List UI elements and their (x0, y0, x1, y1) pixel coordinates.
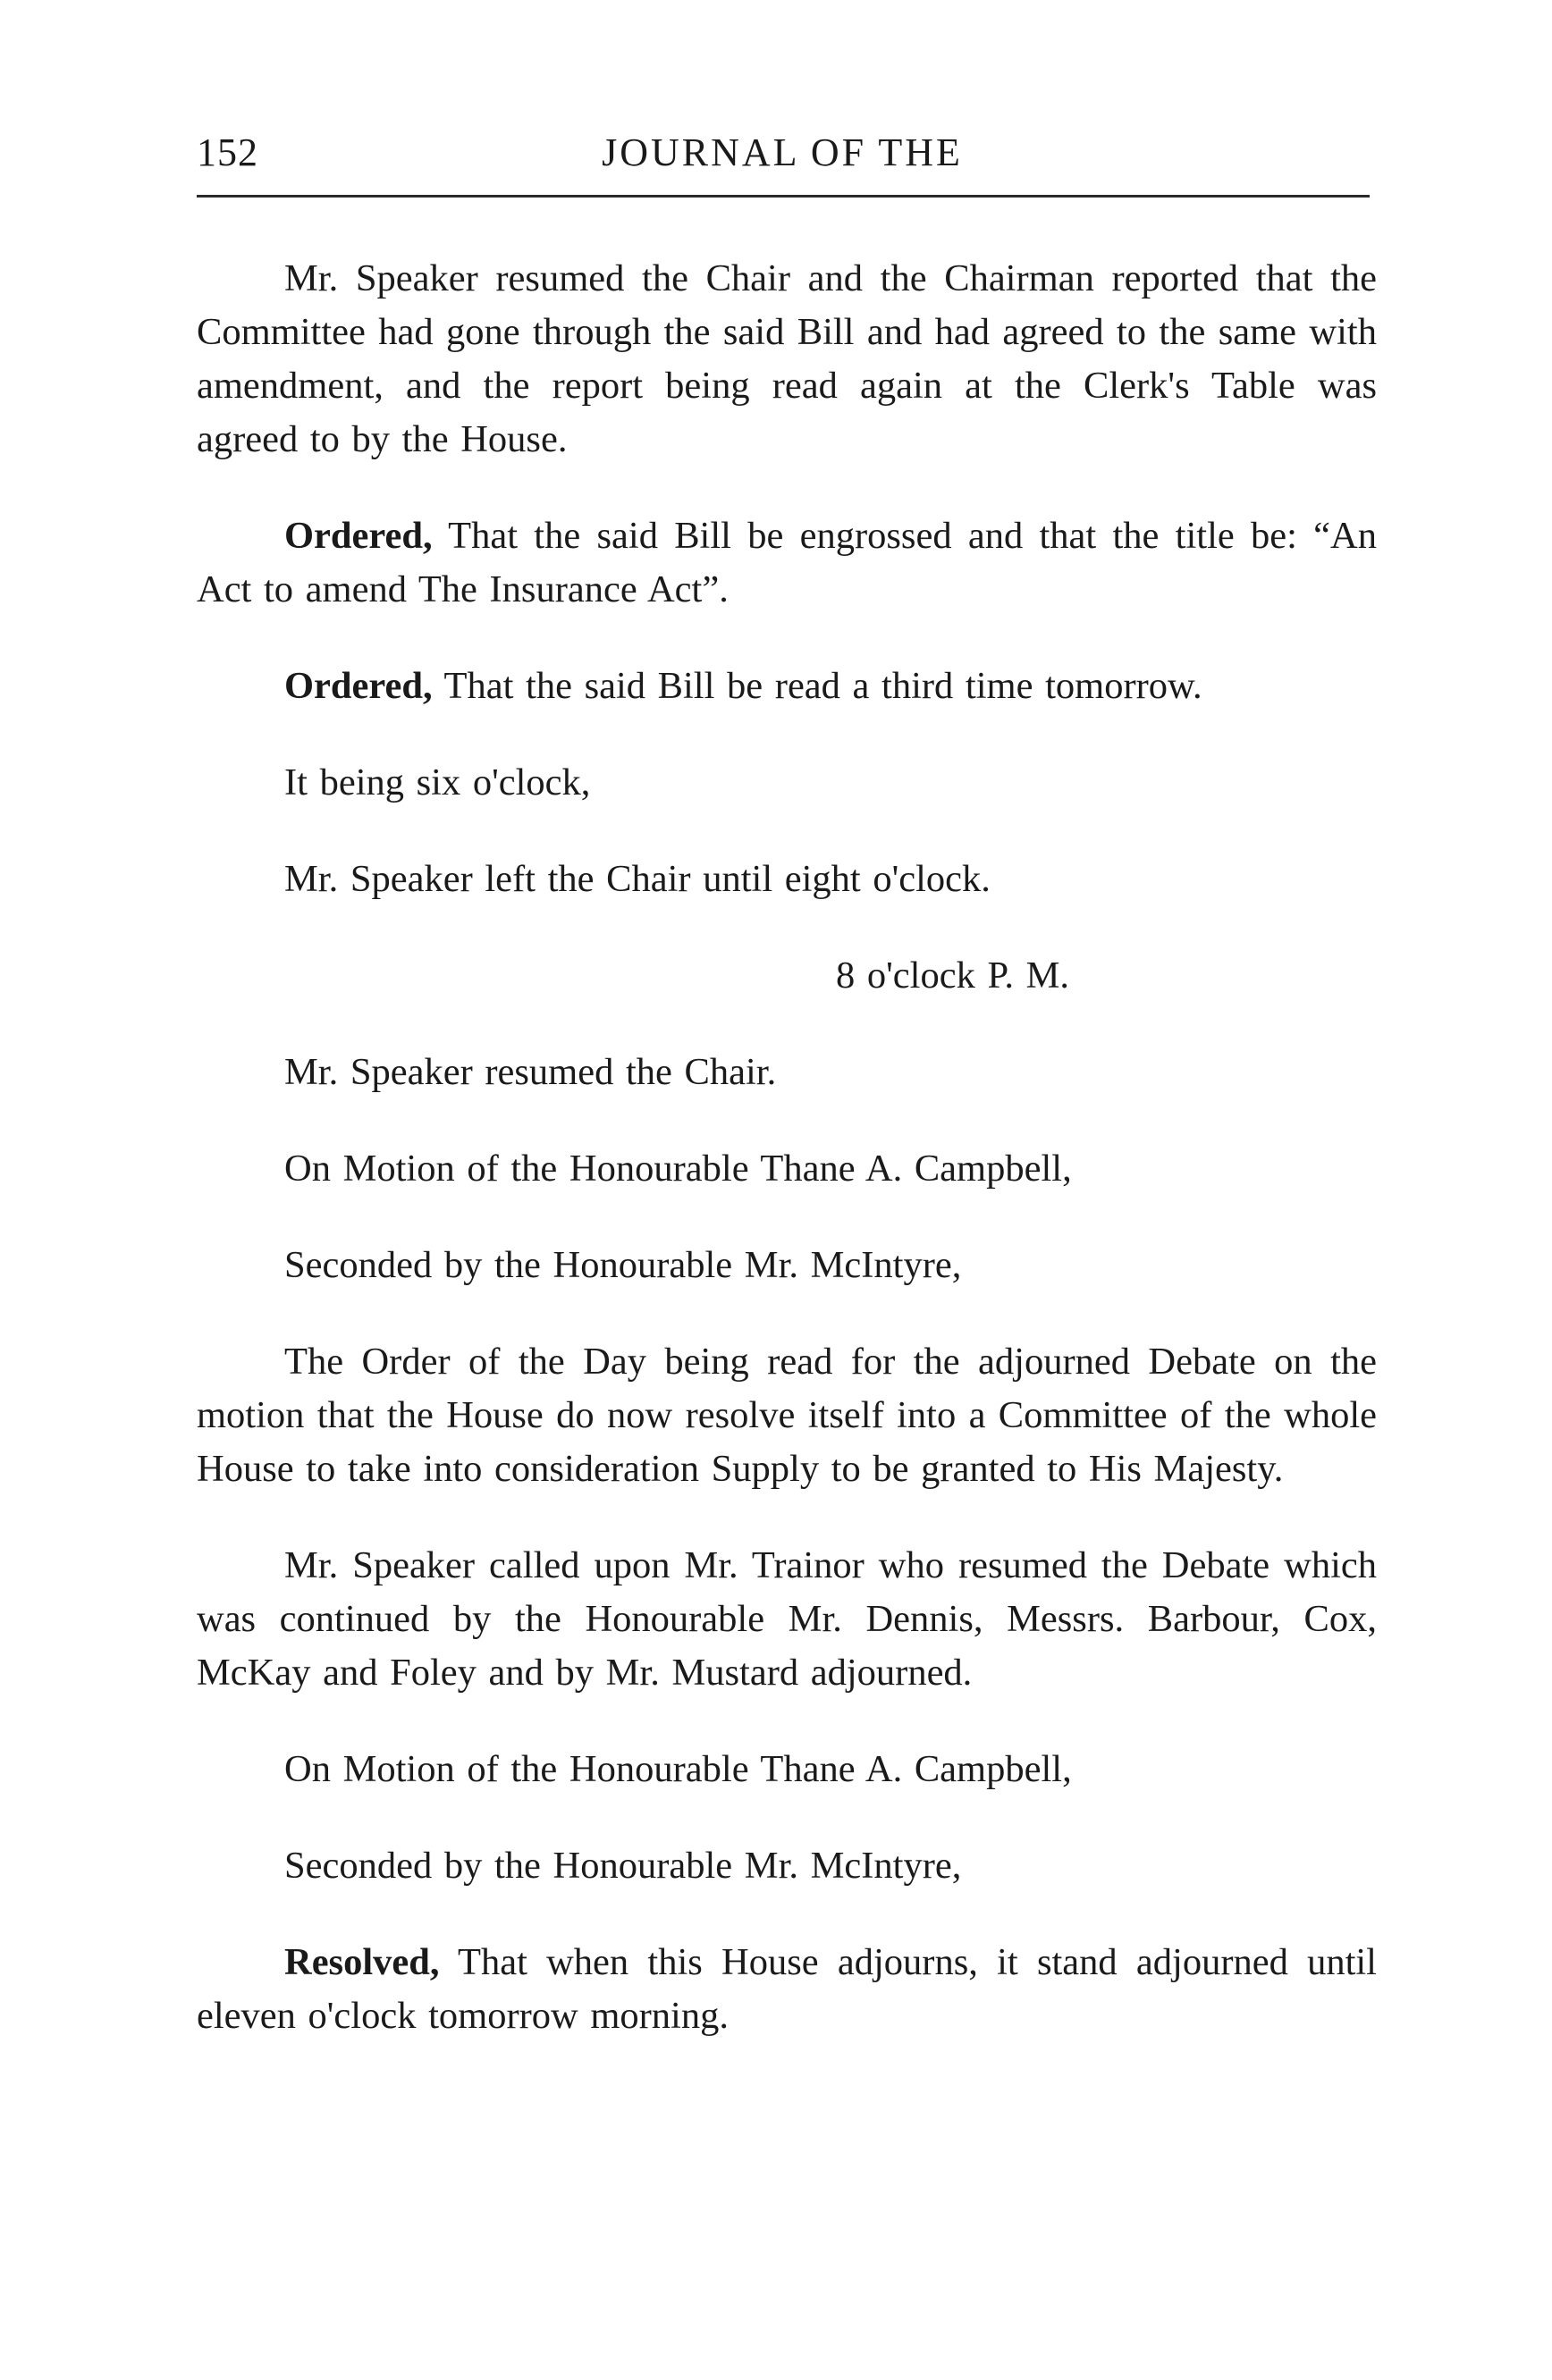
resolved-text: That when this House adjourns, it stand adjourned until eleven o'clock tomorrow morning. (197, 1941, 1377, 2037)
ordered-text: That the said Bill be engrossed and that the title be: “An Act to amend The Insurance Act”. (197, 515, 1377, 610)
paragraph-six-oclock: It being six o'clock, (284, 761, 591, 803)
ordered-text: That the said Bill be read a third time tomorrow. (432, 665, 1202, 707)
journal-body (197, 252, 1377, 2086)
resolved-label: Resolved, (284, 1941, 440, 1983)
running-title: JOURNAL OF THE (602, 130, 963, 174)
paragraph-motion: On Motion of the Honourable Thane A. Campbell, (284, 1148, 1072, 1190)
paragraph-seconded-2: Seconded by the Honourable Mr. McIntyre, (284, 1845, 962, 1887)
page-header (197, 130, 1368, 192)
time-marker: 8 o'clock P. M. (836, 955, 1070, 997)
paragraph-order-of-the-day: The Order of the Day being read for the adjourned Debate on the motion that the House do now resolve itself into a Committee of the whole House to take into consideration Supply to be granted to His Majesty. (197, 1341, 1377, 1490)
paragraph-speaker-resumed: Mr. Speaker resumed the Chair. (284, 1051, 777, 1093)
paragraph-ordered-third-reading (197, 660, 1377, 713)
ordered-label: Ordered, (284, 665, 433, 707)
paragraph-motion-2: On Motion of the Honourable Thane A. Campbell, (284, 1748, 1072, 1790)
page-number: 152 (197, 130, 258, 174)
paragraph-speaker-left: Mr. Speaker left the Chair until eight o'clock. (284, 858, 991, 900)
paragraph-committee-report: Mr. Speaker resumed the Chair and the Chairman reported that the Committee had gone through the said Bill and had agreed to the same with amendment, and the report being read again at the Clerk's Table was agreed to by the House. (197, 257, 1377, 460)
paragraph-seconded: Seconded by the Honourable Mr. McIntyre, (284, 1244, 962, 1286)
paragraph-debate: Mr. Speaker called upon Mr. Trainor who resumed the Debate which was continued by the Honourable Mr. Dennis, Messrs. Barbour, Cox, McKay and Foley and by Mr. Mustard adjourned. (197, 1544, 1377, 1694)
ordered-label: Ordered, (284, 515, 433, 557)
paragraph-resolved (197, 1936, 1377, 2043)
header-rule (197, 195, 1370, 198)
paragraph-ordered-engrossed (197, 509, 1377, 617)
